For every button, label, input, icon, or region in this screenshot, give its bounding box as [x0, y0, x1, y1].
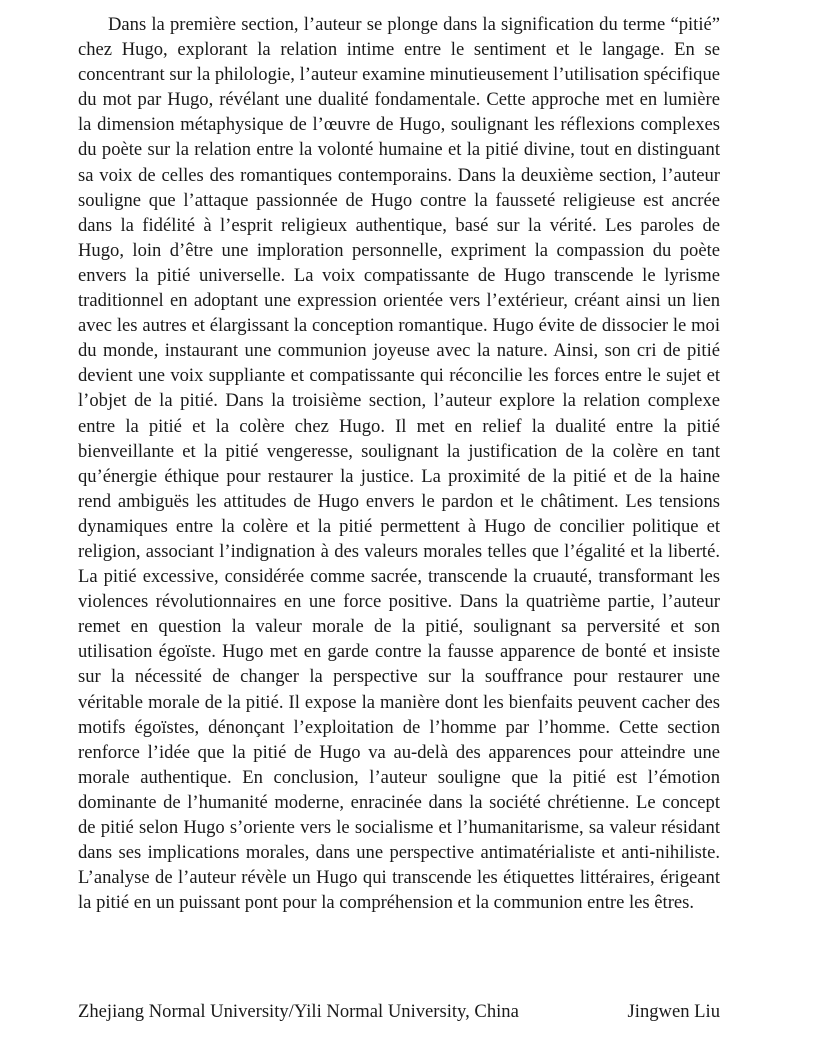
author-name: Jingwen Liu [627, 1001, 720, 1022]
author-affiliation: Zhejiang Normal University/Yili Normal University, China [78, 1001, 519, 1022]
review-paragraph: Dans la première section, l’auteur se plonge dans la signification du terme “pitié” chez Hugo, explorant la relation intime entre le sentiment et le langage. En se concentrant sur la philologie, l’auteur examine minutieusement l’utilisation spécifique du mot par Hugo, révélant une dualité fondamentale. Cette approche met en lumière la dimension métaphysique de l’œuvre de Hugo, soulignant les réflexions complexes du poète sur la relation entre la volonté humaine et la pitié divine, tout en distinguant sa voix de celles des romantiques contemporains. Dans la deuxième section, l’auteur souligne que l’attaque passionnée de Hugo contre la fausseté religieuse est ancrée dans la fidélité à l’esprit religieux authentique, basé sur la vérité. Les paroles de Hugo, loin d’être une imploration personnelle, expriment la compassion du poète envers la pitié universelle. La voix compatissante de Hugo transcende le lyrisme traditionnel en adoptant une expression orientée vers l’extérieur, créant ainsi un lien avec les autres et élargissant la conception romantique. Hugo évite de dissocier le moi du monde, instaurant une communion joyeuse avec la nature. Ainsi, son cri de pitié devient une voix suppliante et compatissante qui réconcilie les forces entre le sujet et l’objet de la pitié. Dans la troisième section, l’auteur explore la relation complexe entre la pitié et la colère chez Hugo. Il met en relief la dualité entre la pitié bienveillante et la pitié vengeresse, soulignant la justification de la colère en tant qu’énergie éthique pour restaurer la justice. La proximité de la pitié et de la haine rend ambiguës les attitudes de Hugo envers le pardon et le châtiment. Les tensions dynamiques entre la colère et la pitié permettent à Hugo de concilier politique et religion, associant l’indignation à des valeurs morales telles que l’égalité et la liberté. La pitié excessive, considérée comme sacrée, transcende la cruauté, transformant les violences révolutionnaires en une force positive. Dans la quatrième partie, l’auteur remet en question la valeur morale de la pitié, soulignant sa perversité et son utilisation égoïste. Hugo met en garde contre la fausse apparence de bonté et insiste sur la nécessité de changer la perspective sur la souffrance pour restaurer une véritable morale de la pitié. Il expose la manière dont les bienfaits peuvent cacher des motifs égoïstes, dénonçant l’exploitation de l’homme par l’homme. Cette section renforce l’idée que la pitié de Hugo va au-delà des apparences pour atteindre une morale authentique. En conclusion, l’auteur souligne que la pitié est l’émotion dominante de l’humanité moderne, enracinée dans la société chrétienne. Le concept de pitié selon Hugo s’oriente vers le socialisme et l’humanitarisme, sa valeur résidant dans ses implications morales, dans une perspective antimatérialiste et anti-nihiliste. L’analyse de l’auteur révèle un Hugo qui transcende les étiquettes littéraires, érigeant la pitié en un puissant pont pour la compréhension et la communion entre les êtres. [78, 14, 720, 914]
